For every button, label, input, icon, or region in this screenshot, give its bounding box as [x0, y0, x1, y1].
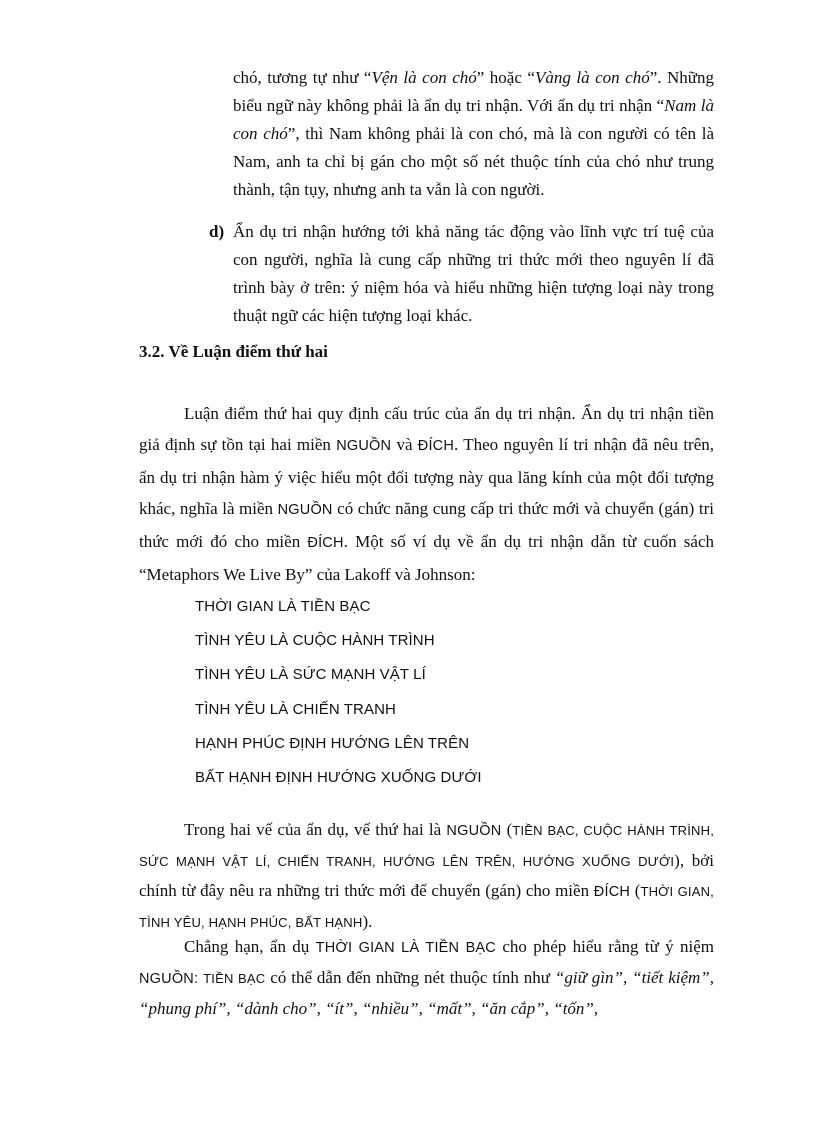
- term-source: NGUỒN: [446, 823, 502, 839]
- italic-example: Vện là con chó: [371, 68, 477, 87]
- term-source: NGUỒN: [336, 438, 392, 454]
- term-target: ĐÍCH: [417, 438, 455, 454]
- text-run: có chức năng cung cấp tri thức mới và chuyển (gán) tri thức mới đó cho miền: [139, 499, 715, 551]
- term-money: TIỀN BẠC: [203, 971, 266, 986]
- metaphor-inline: THỜI GIAN LÀ TIỀN BẠC: [315, 940, 496, 956]
- text-run: Chẳng hạn, ẩn dụ: [184, 937, 316, 956]
- text-run: ” hoặc “: [476, 68, 535, 87]
- text-run: ), bởi chính từ đây nêu ra những tri thức mới để chuyển (gán) cho miền: [139, 851, 715, 900]
- term-target: ĐÍCH: [307, 535, 344, 551]
- section-heading: 3.2. Về Luận điểm thứ hai: [139, 342, 328, 361]
- text-run: (: [630, 881, 641, 900]
- metaphor-item: TÌNH YÊU LÀ CUỘC HÀNH TRÌNH: [195, 632, 435, 650]
- source-domain-list: TIỀN BẠC, CUỘC HÀNH TRÌNH, SỨC MẠNH VẬT LÍ, CHIẾN TRANH, HƯỚNG LÊN TRÊN, HƯỚNG XUỐNG DƯỚI: [139, 823, 714, 869]
- text-run: ”. Những biểu ngữ này không phải là ẩn dụ tri nhận. Với ẩn dụ tri nhận “: [233, 68, 715, 115]
- continuation-paragraph: [233, 64, 714, 204]
- metaphor-list: [195, 592, 695, 797]
- list-item-text: Ẩn dụ tri nhận hướng tới khả năng tác động vào lĩnh vực trí tuệ của con người, nghĩa là cung cấp những tri thức mới theo nguyên lí đã trình bày ở trên: ý niệm hóa và hiểu những hiện tượng loại này trong thuật ngữ các hiện tượng loại khác.: [233, 222, 714, 325]
- term-target: ĐÍCH: [593, 884, 631, 900]
- target-domain-list: THỜI GIAN, TÌNH YÊU, HẠNH PHÚC, BẤT HẠNH: [139, 884, 714, 930]
- text-run: (: [501, 820, 513, 839]
- text-run: và: [391, 435, 418, 454]
- term-source: NGUỒN: [277, 502, 333, 518]
- metaphor-item: THỜI GIAN LÀ TIỀN BẠC: [195, 598, 371, 615]
- attribute-list: “giữ gìn”, “tiết kiệm”, “phung phí”, “dành cho”, “ít”, “nhiều”, “mất”, “ăn cắp”, “tốn”,: [139, 968, 714, 1018]
- text-run: ).: [362, 912, 373, 931]
- italic-example: Nam là con chó: [233, 96, 714, 143]
- metaphor-item: BẤT HẠNH ĐỊNH HƯỚNG XUỐNG DƯỚI: [195, 768, 482, 786]
- text-run: ”, thì Nam không phải là con chó, mà là con người có tên là Nam, anh ta chỉ bị gán cho một số nét thuộc tính của chó như trung thành, tận tụy, nhưng anh ta vẫn là con người.: [233, 124, 715, 199]
- text-run: có thể dẫn đến những nét thuộc tính như: [265, 968, 555, 987]
- intro-paragraph: [139, 398, 714, 590]
- text-run: . Theo nguyên lí tri nhận đã nêu trên, ẩn dụ tri nhận hàm ý việc hiểu một đối tượng này qua lăng kính của một đối tượng khác, nghĩa là miền: [139, 435, 714, 518]
- text-run: Luận điểm thứ hai quy định cấu trúc của ẩn dụ tri nhận. Ẩn dụ tri nhận tiền giả định sự tồn tại hai miền: [139, 404, 714, 454]
- source-domain-paragraph: [139, 815, 714, 937]
- metaphor-item: HẠNH PHÚC ĐỊNH HƯỚNG LÊN TRÊN: [195, 734, 470, 752]
- metaphor-item: TÌNH YÊU LÀ CHIẾN TRANH: [195, 700, 396, 718]
- text-run: Trong hai vế của ẩn dụ, vế thứ hai là: [184, 820, 447, 839]
- metaphor-item: TÌNH YÊU LÀ SỨC MẠNH VẬT LÍ: [195, 666, 426, 684]
- text-run: cho phép hiểu rằng từ ý niệm: [495, 937, 714, 956]
- italic-example: Vàng là con chó: [534, 68, 650, 87]
- list-item-label: d): [209, 222, 225, 241]
- text-run: . Một số ví dụ về ẩn dụ tri nhận dẫn từ cuốn sách “Metaphors We Live By” của Lakoff và Johnson:: [139, 532, 714, 584]
- term-source: NGUỒN:: [139, 971, 199, 987]
- text-run: chó, tương tự như “: [233, 68, 372, 87]
- example-paragraph: [139, 932, 714, 1024]
